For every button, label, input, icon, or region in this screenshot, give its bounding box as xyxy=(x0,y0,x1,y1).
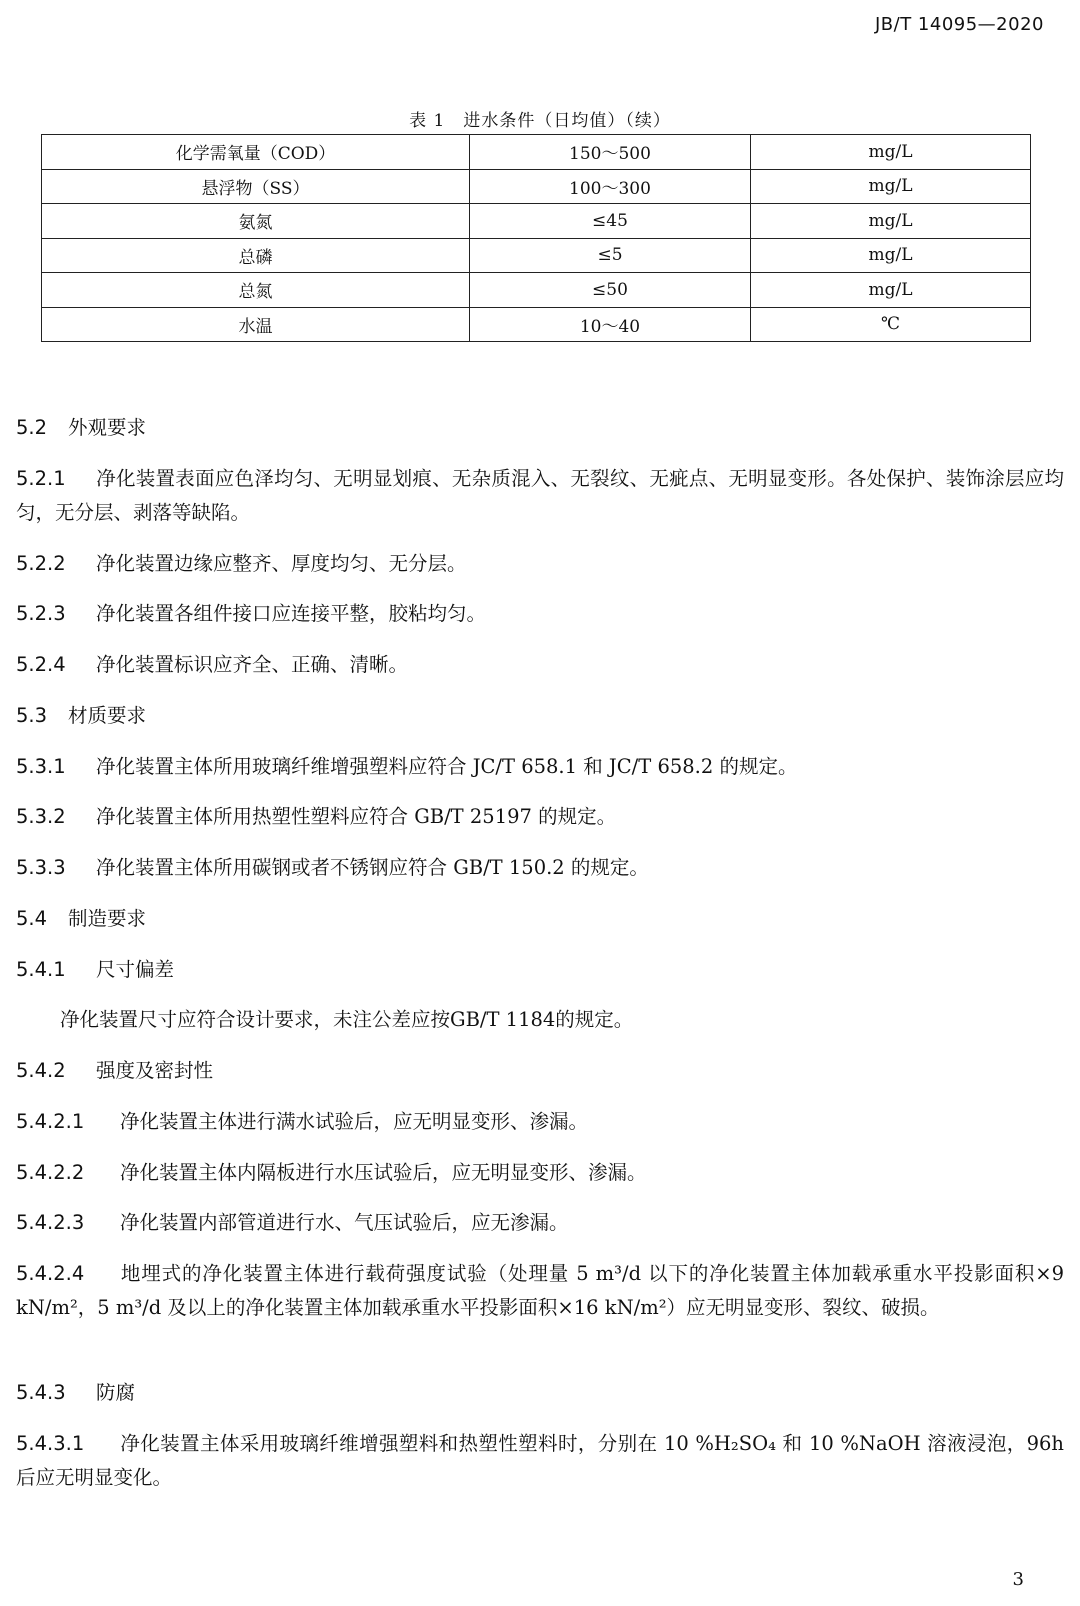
table-row xyxy=(42,169,1031,204)
clause-5-4-1-body: 净化装置尺寸应符合设计要求，未注公差应按GB/T 1184的规定。 xyxy=(60,1008,634,1031)
unit-cell: mg/L xyxy=(751,273,1031,308)
parameter-cell: 总氮 xyxy=(42,273,470,308)
clause-number: 5.2.4 xyxy=(16,653,66,676)
clause-number: 5.4.3 xyxy=(16,1381,66,1404)
table-row xyxy=(42,307,1031,342)
clause-number: 5.4.2.3 xyxy=(16,1211,85,1234)
clause-5-4-3-1 xyxy=(16,1427,1064,1495)
table-caption: 表 1 进水条件（日均值）（续） xyxy=(409,111,671,131)
clause-number: 5.2.3 xyxy=(16,602,66,625)
clause-5-2-3 xyxy=(16,597,1064,631)
section-5-2-heading xyxy=(16,411,1064,445)
unit-cell: mg/L xyxy=(751,135,1031,170)
clause-5-2-2 xyxy=(16,547,1064,581)
clause-number: 5.4.2.4 xyxy=(16,1262,85,1285)
clause-number: 5.4.2.2 xyxy=(16,1161,85,1184)
section-number: 5.3 xyxy=(16,704,48,727)
section-5-3-heading xyxy=(16,699,1064,733)
clause-5-3-3 xyxy=(16,851,1064,885)
value-cell: 10～40 xyxy=(470,307,751,342)
clause-number: 5.3.3 xyxy=(16,856,66,879)
clause-title: 防腐 xyxy=(96,1381,136,1404)
clause-text: 净化装置主体所用热塑性塑料应符合 GB/T 25197 的规定。 xyxy=(96,805,617,828)
section-number: 5.4 xyxy=(16,907,48,930)
clause-5-3-2 xyxy=(16,800,1064,834)
value-cell: 100～300 xyxy=(470,169,751,204)
clause-5-2-4 xyxy=(16,648,1064,682)
section-title: 材质要求 xyxy=(68,704,147,727)
parameter-cell: 氨氮 xyxy=(42,204,470,239)
clause-text: 净化装置表面应色泽均匀、无明显划痕、无杂质混入、无裂纹、无疵点、无明显变形。各处保护、装饰涂层应均匀，无分层、剥落等缺陷。 xyxy=(16,467,1064,524)
parameter-cell: 水温 xyxy=(42,307,470,342)
parameter-cell: 悬浮物（SS） xyxy=(42,169,470,204)
clause-number: 5.4.2 xyxy=(16,1059,66,1082)
section-title: 制造要求 xyxy=(68,907,147,930)
page-number: 3 xyxy=(1012,1569,1024,1590)
clause-text: 净化装置主体采用玻璃纤维增强塑料和热塑性塑料时，分别在 10 %H₂SO₄ 和 10 %NaOH 溶液浸泡，96h 后应无明显变化。 xyxy=(16,1432,1064,1489)
clause-5-3-1 xyxy=(16,750,1064,784)
unit-cell: mg/L xyxy=(751,169,1031,204)
table-row xyxy=(42,135,1031,170)
clause-text: 净化装置边缘应整齐、厚度均匀、无分层。 xyxy=(96,552,467,575)
parameter-cell: 化学需氧量（COD） xyxy=(42,135,470,170)
clause-5-4-3-heading xyxy=(16,1376,1064,1410)
value-cell: ≤5 xyxy=(470,238,751,273)
clause-number: 5.4.1 xyxy=(16,958,66,981)
unit-cell: mg/L xyxy=(751,204,1031,239)
clause-title: 尺寸偏差 xyxy=(96,958,175,981)
clause-text: 净化装置主体所用碳钢或者不锈钢应符合 GB/T 150.2 的规定。 xyxy=(96,856,649,879)
clause-number: 5.3.1 xyxy=(16,755,66,778)
section-number: 5.2 xyxy=(16,416,48,439)
clause-text: 净化装置内部管道进行水、气压试验后，应无渗漏。 xyxy=(120,1211,569,1234)
section-title: 外观要求 xyxy=(68,416,147,439)
table-row xyxy=(42,204,1031,239)
clause-5-4-2-3 xyxy=(16,1206,1064,1240)
clause-text: 净化装置主体进行满水试验后，应无明显变形、渗漏。 xyxy=(120,1110,589,1133)
clause-text: 净化装置主体内隔板进行水压试验后，应无明显变形、渗漏。 xyxy=(120,1161,647,1184)
table-row xyxy=(42,273,1031,308)
clause-5-4-1-heading xyxy=(16,953,1064,987)
parameter-cell: 总磷 xyxy=(42,238,470,273)
value-cell: 150～500 xyxy=(470,135,751,170)
clause-number: 5.2.2 xyxy=(16,552,66,575)
clause-number: 5.3.2 xyxy=(16,805,66,828)
unit-cell: mg/L xyxy=(751,238,1031,273)
clause-text: 净化装置各组件接口应连接平整，胶粘均匀。 xyxy=(96,602,487,625)
clause-5-4-2-2 xyxy=(16,1156,1064,1190)
clause-text: 地埋式的净化装置主体进行载荷强度试验（处理量 5 m³/d 以下的净化装置主体加载承重水平投影面积×9 kN/m²，5 m³/d 及以上的净化装置主体加载承重水平投影面积×16 kN/m²）应无明显变形、裂纹、破损。 xyxy=(16,1262,1064,1319)
influent-conditions-table xyxy=(41,134,1031,342)
clause-text: 净化装置主体所用玻璃纤维增强塑料应符合 JC/T 658.1 和 JC/T 658.2 的规定。 xyxy=(96,755,798,778)
section-5-4-heading xyxy=(16,902,1064,936)
clause-title: 强度及密封性 xyxy=(96,1059,214,1082)
clause-5-2-1 xyxy=(16,462,1064,530)
clause-5-4-2-1 xyxy=(16,1105,1064,1139)
table-row xyxy=(42,238,1031,273)
document-code: JB/T 14095—2020 xyxy=(874,14,1044,35)
unit-cell: ℃ xyxy=(751,307,1031,342)
clause-5-4-2-4 xyxy=(16,1257,1064,1325)
clause-number: 5.4.2.1 xyxy=(16,1110,85,1133)
clause-text: 净化装置标识应齐全、正确、清晰。 xyxy=(96,653,409,676)
clause-number: 5.4.3.1 xyxy=(16,1432,85,1455)
clause-5-4-2-heading xyxy=(16,1054,1064,1088)
clause-number: 5.2.1 xyxy=(16,467,66,490)
value-cell: ≤50 xyxy=(470,273,751,308)
value-cell: ≤45 xyxy=(470,204,751,239)
